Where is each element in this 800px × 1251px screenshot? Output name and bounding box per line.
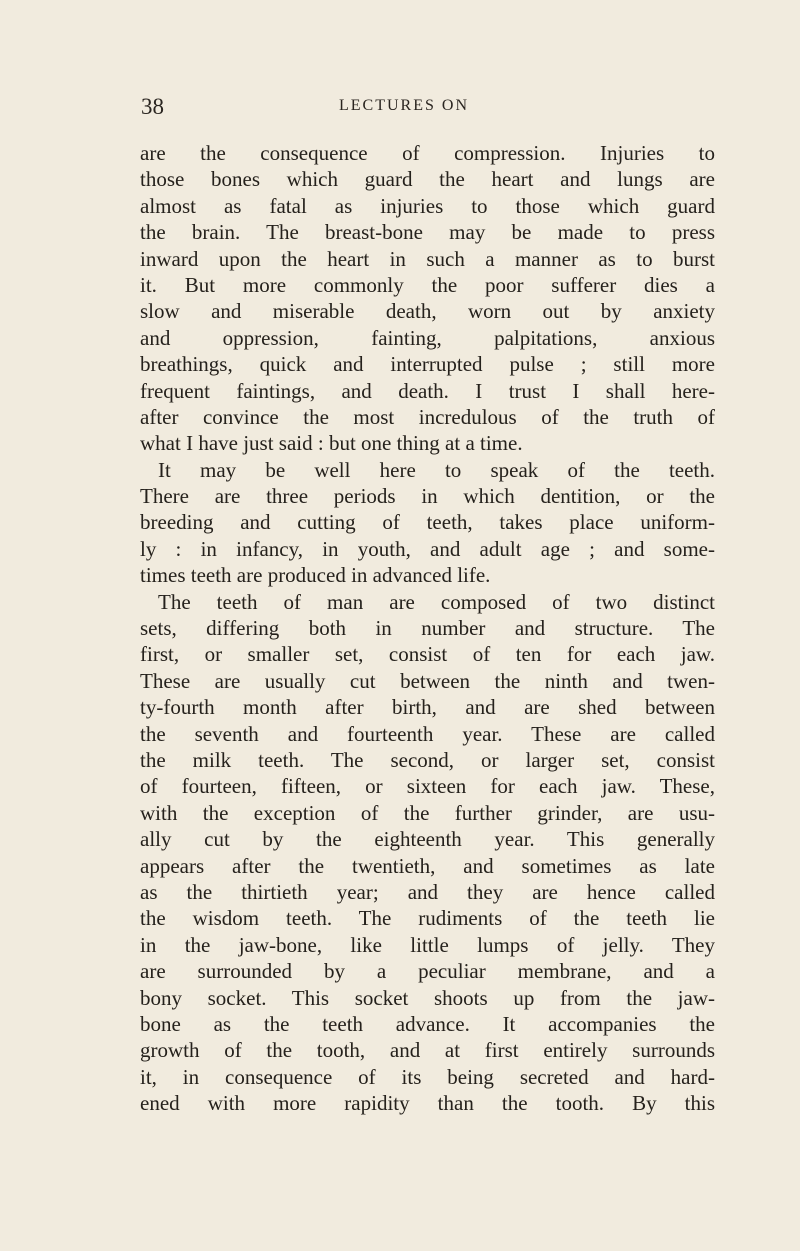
body-text <box>140 140 715 1116</box>
text-line: ty-fourth month after birth, and are shed between <box>140 695 715 720</box>
text-line: frequent faintings, and death. I trust I shall here- <box>140 378 715 403</box>
text-line: it, in consequence of its being secreted and hard- <box>140 1064 715 1089</box>
text-line: times teeth are produced in advanced life. <box>140 563 491 588</box>
text-line: of fourteen, fifteen, or sixteen for each jaw. These, <box>140 774 715 799</box>
text-line: ly : in infancy, in youth, and adult age ; and some- <box>140 536 715 561</box>
text-line: are surrounded by a peculiar membrane, and a <box>140 959 715 984</box>
text-line: breeding and cutting of teeth, takes place uniform- <box>140 510 715 535</box>
text-line: as the thirtieth year; and they are hence called <box>140 879 715 904</box>
text-line: and oppression, fainting, palpitations, anxious <box>140 325 715 350</box>
running-head: LECTURES ON <box>339 97 469 114</box>
text-line: ened with more rapidity than the tooth. By this <box>140 1091 715 1116</box>
text-line: almost as fatal as injuries to those which guard <box>140 193 715 218</box>
page-header <box>141 94 713 120</box>
text-line: in the jaw-bone, like little lumps of jelly. They <box>140 932 715 957</box>
text-line: It may be well here to speak of the teeth. <box>158 457 715 482</box>
text-line: bony socket. This socket shoots up from the jaw- <box>140 985 715 1010</box>
text-line: first, or smaller set, consist of ten for each jaw. <box>140 642 715 667</box>
text-line: growth of the tooth, and at first entirely surrounds <box>140 1038 715 1063</box>
text-line: what I have just said : but one thing at a time. <box>140 431 523 456</box>
text-line: the milk teeth. The second, or larger set, consist <box>140 747 715 772</box>
text-line: bone as the teeth advance. It accompanies the <box>140 1011 715 1036</box>
text-line: are the consequence of compression. Injuries to <box>140 141 715 165</box>
text-line: the wisdom teeth. The rudiments of the teeth lie <box>140 906 715 931</box>
text-line: after convince the most incredulous of the truth of <box>140 404 715 429</box>
text-line: The teeth of man are composed of two distinct <box>158 589 715 614</box>
text-line: sets, differing both in number and structure. The <box>140 616 715 641</box>
text-line: breathings, quick and interrupted pulse ; still more <box>140 352 715 377</box>
text-line: inward upon the heart in such a manner as to burst <box>140 246 715 271</box>
text-line: slow and miserable death, worn out by anxiety <box>140 299 715 324</box>
text-line: These are usually cut between the ninth and twen- <box>140 668 715 693</box>
text-line: appears after the twentieth, and sometimes as late <box>140 853 715 878</box>
text-line: it. But more commonly the poor sufferer dies a <box>140 272 715 297</box>
page-number: 38 <box>141 94 164 119</box>
text-line: the seventh and fourteenth year. These are called <box>140 721 715 746</box>
text-line: the brain. The breast-bone may be made to press <box>140 220 715 245</box>
text-line: There are three periods in which dentition, or the <box>140 484 715 509</box>
text-line: those bones which guard the heart and lungs are <box>140 167 715 192</box>
text-line: ally cut by the eighteenth year. This generally <box>140 827 715 852</box>
text-line: with the exception of the further grinder, are usu- <box>140 800 715 825</box>
